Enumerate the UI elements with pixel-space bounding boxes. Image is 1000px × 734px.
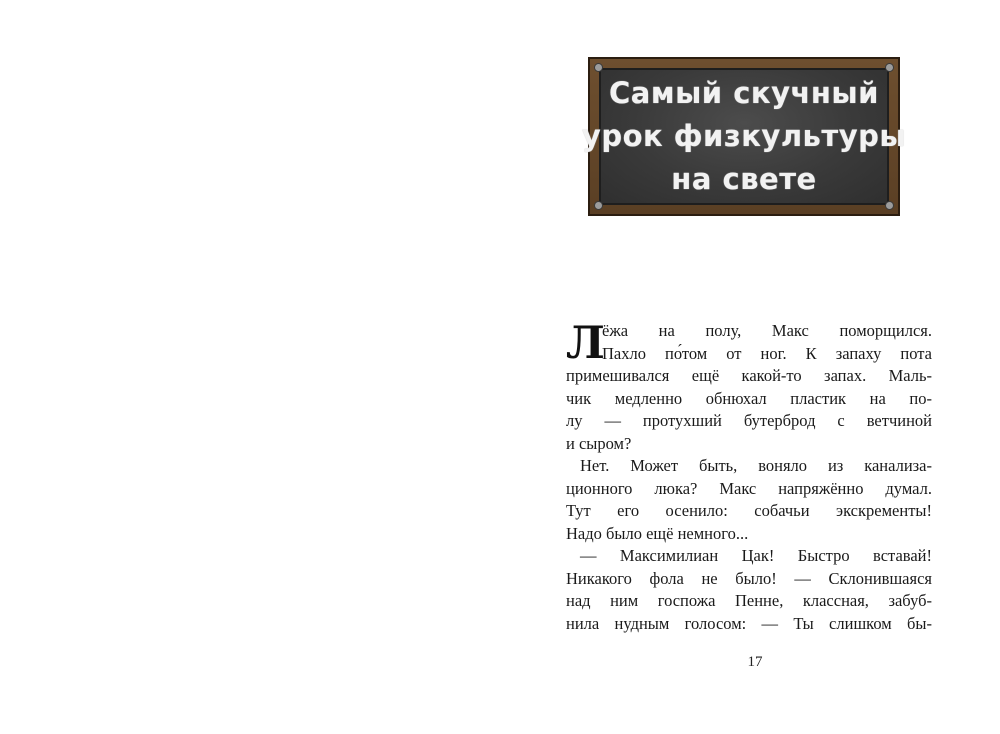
text-line: ционного люка? Макс напряжённо думал. [566, 478, 932, 498]
drop-cap: Л [566, 318, 605, 369]
nail-icon [594, 63, 603, 72]
text-line: над ним госпожа Пенне, классная, забуб- [566, 591, 932, 610]
chapter-title-line: Самый скучный [609, 76, 879, 110]
page-number: 17 [747, 654, 763, 670]
text-line: и сыром? [566, 433, 632, 453]
text-line: Тут его осенило: собачьи экскременты! [566, 501, 932, 520]
text-line: Нет. Может быть, воняло из канализа- [580, 456, 932, 475]
text-line: Пахло по́том от ног. К запаху пота [602, 343, 932, 363]
text-line: нила нудным голосом: — Ты слишком бы- [566, 613, 932, 633]
nail-icon [885, 63, 894, 72]
text-line: лу — протухший бутерброд с ветчиной [566, 411, 932, 430]
text-line: Надо было ещё немного... [566, 523, 749, 543]
chapter-title-line: урок физкультуры [581, 119, 907, 153]
text-line: Никакого фола не было! — Склонившаяся [566, 568, 932, 588]
nail-icon [594, 201, 603, 210]
chapter-title-chalkboard [581, 57, 907, 216]
chapter-title-line: на свете [671, 162, 817, 196]
text-line: чик медленно обнюхал пластик на по- [566, 388, 932, 408]
text-line: ёжа на полу, Макс поморщился. [602, 321, 932, 340]
chalkboard-surface [581, 68, 907, 205]
body-text [566, 320, 932, 635]
text-line: — Максимилиан Цак! Быстро вставай! [580, 546, 932, 565]
text-line: примешивался ещё какой-то запах. Маль- [566, 366, 932, 385]
nail-icon [885, 201, 894, 210]
